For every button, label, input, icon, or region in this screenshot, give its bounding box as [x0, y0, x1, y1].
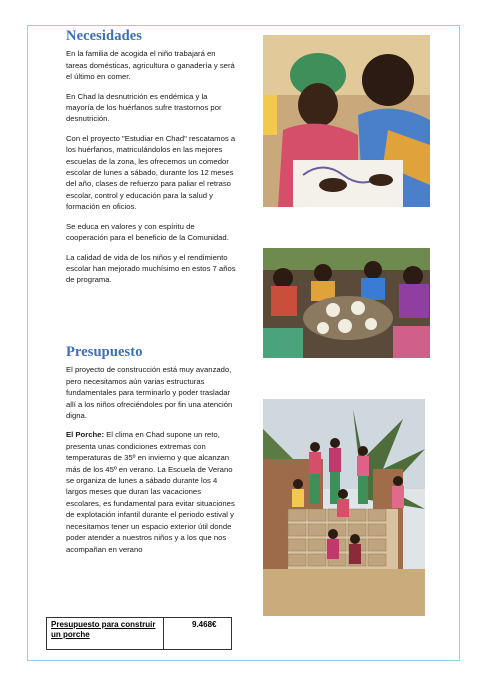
- budget-table: [46, 617, 232, 650]
- budget-table-value: 9.468€: [164, 618, 232, 650]
- budget-intro: El proyecto de construcción está muy avanzado, pero necesitamos aún varias estructuras fundamentales para terminarlo y poder trasladar allí a los niños ofreciéndoles por fin una atención digna.: [66, 365, 233, 421]
- needs-paragraph: La calidad de vida de los niños y el rendimiento escolar han mejorado muchísimo en estos 7 años de programa.: [66, 252, 236, 285]
- porch-lead: El Porche:: [66, 430, 105, 440]
- needs-paragraph: En Chad la desnutrición es endémica y la mayoría de los huérfanos sufre trastornos por desnutrición.: [66, 91, 222, 124]
- photo-children-drawing: [263, 35, 430, 207]
- budget-section: [66, 344, 236, 563]
- photo-children-building: [263, 399, 425, 616]
- porch-paragraph: [66, 429, 236, 554]
- budget-title: Presupuesto: [66, 344, 143, 360]
- budget-table-label: Presupuesto para construir un porche: [47, 618, 164, 650]
- photo-children-eating: [263, 248, 430, 358]
- needs-paragraph: Se educa en valores y con espíritu de cooperación para el beneficio de la Comunidad.: [66, 221, 229, 243]
- needs-title: Necesidades: [66, 28, 143, 44]
- needs-paragraph: En la familia de acogida el niño trabajará en tareas domésticas, agricultura o ganadería y será el último en comer.: [66, 49, 235, 82]
- table-row: [47, 618, 232, 650]
- porch-text: El clima en Chad supone un reto, presenta unas condiciones extremas con temperaturas de 35º en invierno y que alcanzan más de los 45º en verano. La Escuela de Verano se organiza de lunes a sábado durante los 4 largos meses que duran las vacaciones escolares, es fundamental para evitar situaciones de explotación infantil durante el periodo estival y necesitamos tener un espacio exterior útil donde poder atender a nuestros niños y a los que nos acompañan en verano: [66, 430, 235, 554]
- needs-paragraph: Con el proyecto "Estudiar en Chad" rescatamos a los huérfanos, matriculándolos en las mejores escuelas de la zona, les ofrecemos un comedor escolar de lunes a sábado, durante los 12 meses del año, clases de refuerzo para paliar el retraso escolar, control y educación para la salud y formación en oficios.: [66, 133, 236, 212]
- needs-section: [66, 28, 236, 294]
